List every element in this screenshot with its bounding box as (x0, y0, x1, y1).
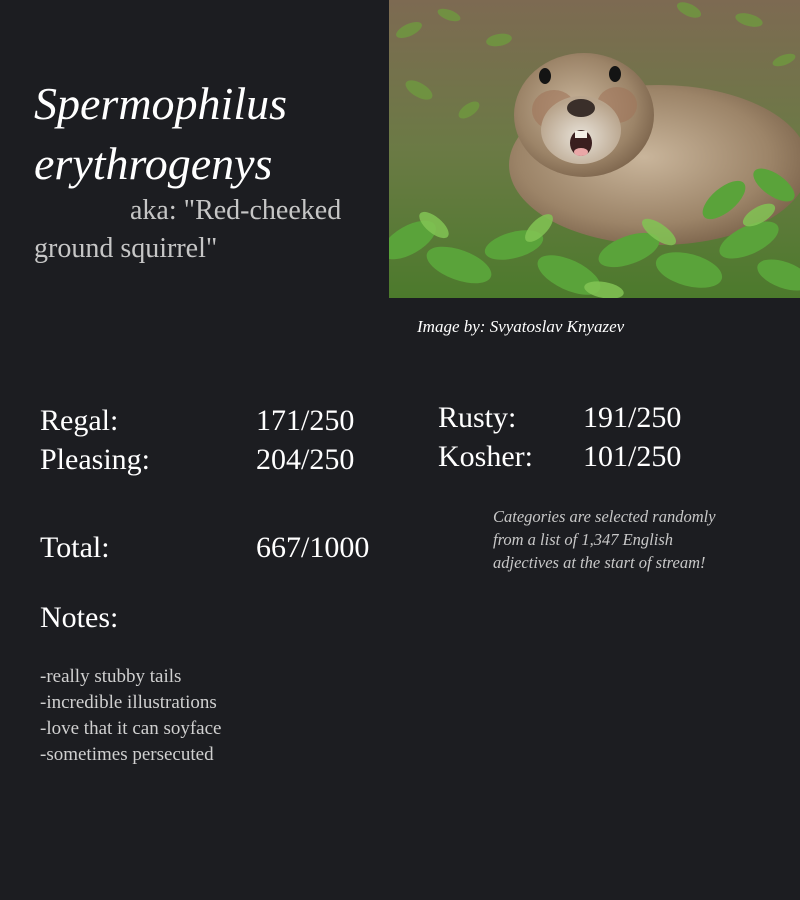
score-label-pleasing: Pleasing: (40, 443, 150, 476)
score-label-rusty: Rusty: (438, 401, 517, 434)
score-value-rusty: 191/250 (583, 401, 682, 434)
note-item: -love that it can soyface (40, 718, 222, 739)
image-credit: Image by: Svyatoslav Knyazev (417, 317, 625, 336)
score-value-pleasing: 204/250 (256, 443, 355, 476)
category-disclaimer: Categories are selected randomly from a list of 1,347 English adjectives at the start of stream! (493, 507, 716, 572)
note-item: -really stubby tails (40, 666, 182, 687)
note-item: -incredible illustrations (40, 692, 217, 713)
total-label: Total: (40, 531, 110, 564)
note-item: -sometimes persecuted (40, 744, 214, 765)
common-name: aka: "Red-cheeked ground squirrel" (34, 195, 342, 264)
total-value: 667/1000 (256, 531, 370, 564)
squirrel-photo (389, 0, 800, 298)
notes-heading: Notes: (40, 601, 119, 634)
score-value-kosher: 101/250 (583, 440, 682, 473)
score-label-kosher: Kosher: (438, 440, 533, 473)
notes-list (40, 664, 221, 768)
score-label-regal: Regal: (40, 404, 119, 437)
species-title: Spermophilus erythrogenys (34, 78, 287, 189)
score-value-regal: 171/250 (256, 404, 355, 437)
